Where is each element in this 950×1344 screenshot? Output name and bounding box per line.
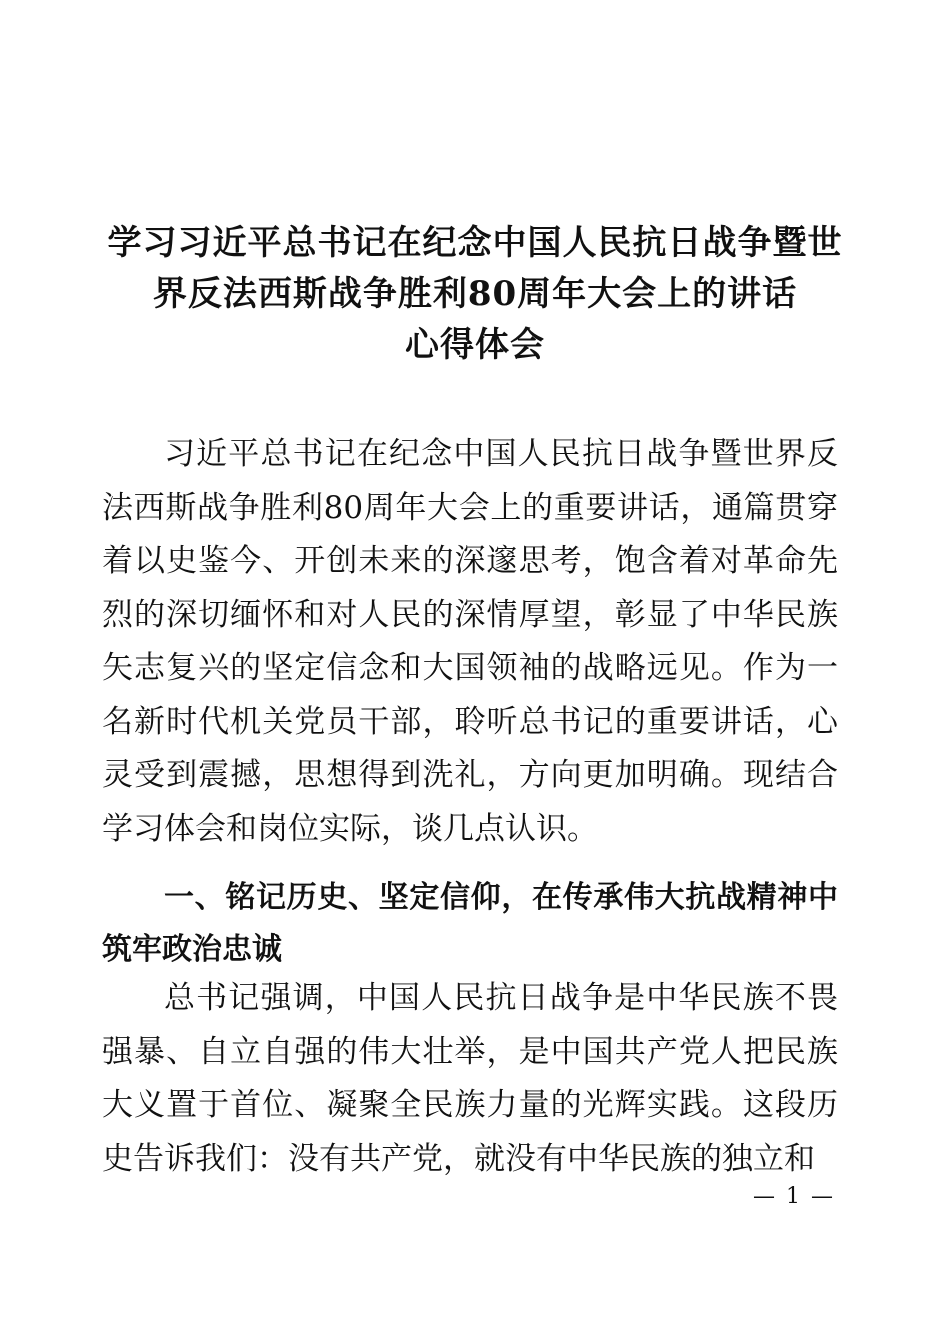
title-line-3: 心得体会	[405, 325, 545, 365]
page-number: — 1 —	[753, 1184, 835, 1209]
document-title	[95, 218, 855, 371]
intro-paragraph: 习近平总书记在纪念中国人民抗日战争暨世界反法西斯战争胜利80周年大会上的重要讲话，通篇贯穿着以史鉴今、开创未来的深邃思考，饱含着对革命先烈的深切缅怀和对人民的深情厚望，彰显了中华民族矢志复兴的坚定信念和大国领袖的战略远见。作为一名新时代机关党员干部，聆听总书记的重要讲话，心灵受到震撼，思想得到洗礼，方向更加明确。现结合学习体会和岗位实际，谈几点认识。	[102, 436, 838, 847]
section-1-heading: 一、铭记历史、坚定信仰，在传承伟大抗战精神中筑牢政治忠诚	[102, 880, 838, 967]
title-line-2: 界反法西斯战争胜利80周年大会上的讲话	[152, 274, 798, 314]
title-line-1: 学习习近平总书记在纪念中国人民抗日战争暨世	[107, 223, 843, 263]
section-1-paragraph: 总书记强调，中国人民抗日战争是中华民族不畏强暴、自立自强的伟大壮举，是中国共产党人把民族大义置于首位、凝聚全民族力量的光辉实践。这段历史告诉我们：没有共产党，就没有中华民族的独立和	[102, 980, 838, 1177]
